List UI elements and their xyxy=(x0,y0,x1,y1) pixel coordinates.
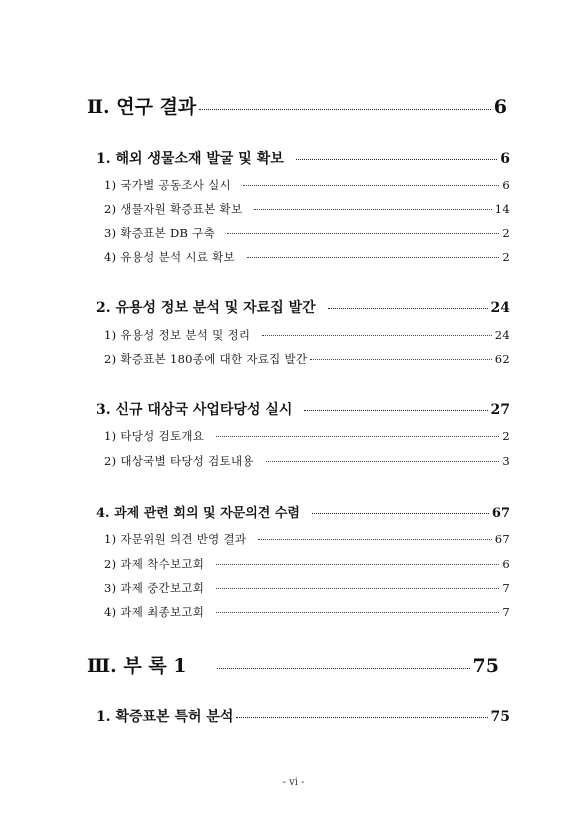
toc-section-2-page: 24 xyxy=(490,300,510,316)
toc-item-title: 3) 확증표본 DB 구축 xyxy=(104,226,215,240)
toc-item-title: 2) 과제 착수보고회 xyxy=(104,557,205,571)
toc-chapter-3-title: Ⅲ. 부 록 1 xyxy=(87,655,187,677)
toc-item-title: 2) 확증표본 180종에 대한 자료집 발간 xyxy=(104,352,308,366)
toc-section-1-title: 1. 해외 생물소재 발굴 및 확보 xyxy=(96,151,284,167)
toc-item-page: 7 xyxy=(502,581,510,595)
leader-dots xyxy=(199,109,490,110)
toc-item-page: 2 xyxy=(502,226,510,240)
toc-item-page: 6 xyxy=(502,178,510,192)
toc-chapter-2-page: 6 xyxy=(493,96,507,118)
toc-item-1-4[interactable] xyxy=(104,249,510,265)
leader-dots xyxy=(216,612,499,613)
toc-item-1-1[interactable] xyxy=(104,177,510,193)
toc-appendix-1-title: 1. 확증표본 특허 분석 xyxy=(96,709,234,725)
leader-dots xyxy=(216,436,499,437)
toc-appendix-1-page: 75 xyxy=(490,709,510,725)
toc-section-3[interactable] xyxy=(96,399,510,419)
toc-appendix-1[interactable] xyxy=(96,706,510,726)
toc-item-3-2[interactable] xyxy=(104,453,510,469)
leader-dots xyxy=(262,335,491,336)
toc-item-title: 4) 과제 최종보고회 xyxy=(104,605,205,619)
leader-dots xyxy=(258,539,491,540)
toc-item-page: 62 xyxy=(494,352,510,366)
leader-dots xyxy=(217,668,470,669)
leader-dots xyxy=(304,410,487,411)
toc-item-2-2[interactable] xyxy=(104,351,510,367)
toc-item-title: 1) 국가별 공동조사 실시 xyxy=(104,178,231,192)
toc-chapter-3[interactable] xyxy=(87,651,499,678)
toc-section-4-title: 4. 과제 관련 회의 및 자문의견 수렴 xyxy=(96,506,300,521)
toc-chapter-2-title: Ⅱ. 연구 결과 xyxy=(87,96,197,118)
toc-item-2-1[interactable] xyxy=(104,327,510,343)
toc-item-title: 1) 유용성 정보 분석 및 정리 xyxy=(104,328,251,342)
leader-dots xyxy=(312,513,489,514)
toc-section-2-title: 2. 유용성 정보 분석 및 자료집 발간 xyxy=(96,300,316,316)
leader-dots xyxy=(310,359,491,360)
toc-item-title: 2) 대상국별 타당성 검토내용 xyxy=(104,454,254,468)
toc-item-4-3[interactable] xyxy=(104,580,510,596)
toc-item-4-2[interactable] xyxy=(104,556,510,572)
leader-dots xyxy=(227,233,499,234)
leader-dots xyxy=(254,209,491,210)
toc-item-page: 7 xyxy=(502,605,510,619)
toc-item-page: 24 xyxy=(494,328,510,342)
toc-item-page: 2 xyxy=(502,250,510,264)
toc-item-title: 4) 유용성 분석 시료 확보 xyxy=(104,250,235,264)
toc-item-page: 2 xyxy=(502,429,510,443)
toc-section-2[interactable] xyxy=(96,297,510,317)
leader-dots xyxy=(216,564,499,565)
toc-item-4-1[interactable] xyxy=(104,531,510,547)
toc-section-3-title: 3. 신규 대상국 사업타당성 실시 xyxy=(96,402,293,418)
toc-chapter-3-page: 75 xyxy=(472,655,499,677)
leader-dots xyxy=(247,257,499,258)
leader-dots xyxy=(243,185,499,186)
toc-section-1[interactable] xyxy=(96,148,510,168)
toc-item-4-4[interactable] xyxy=(104,604,510,620)
toc-chapter-2[interactable] xyxy=(87,92,507,119)
toc-item-page: 3 xyxy=(502,454,510,468)
toc-section-4-page: 67 xyxy=(491,506,510,521)
toc-section-3-page: 27 xyxy=(490,402,510,418)
toc-section-1-page: 6 xyxy=(500,151,510,167)
toc-item-page: 67 xyxy=(494,532,510,546)
leader-dots xyxy=(236,717,487,718)
toc-section-4[interactable] xyxy=(96,502,510,521)
toc-item-title: 1) 타당성 검토개요 xyxy=(104,429,205,443)
toc-item-title: 3) 과제 중간보고회 xyxy=(104,581,205,595)
leader-dots xyxy=(328,308,488,309)
toc-item-title: 1) 자문위원 의견 반영 결과 xyxy=(104,532,247,546)
leader-dots xyxy=(216,588,499,589)
leader-dots xyxy=(266,461,500,462)
toc-item-page: 6 xyxy=(502,557,510,571)
toc-item-1-2[interactable] xyxy=(104,201,510,217)
page-number: - vi - xyxy=(282,777,305,788)
toc-item-page: 14 xyxy=(494,202,510,216)
leader-dots xyxy=(296,159,498,160)
toc-item-1-3[interactable] xyxy=(104,225,510,241)
toc-item-3-1[interactable] xyxy=(104,428,510,444)
toc-item-title: 2) 생물자원 확증표본 확보 xyxy=(104,202,243,216)
